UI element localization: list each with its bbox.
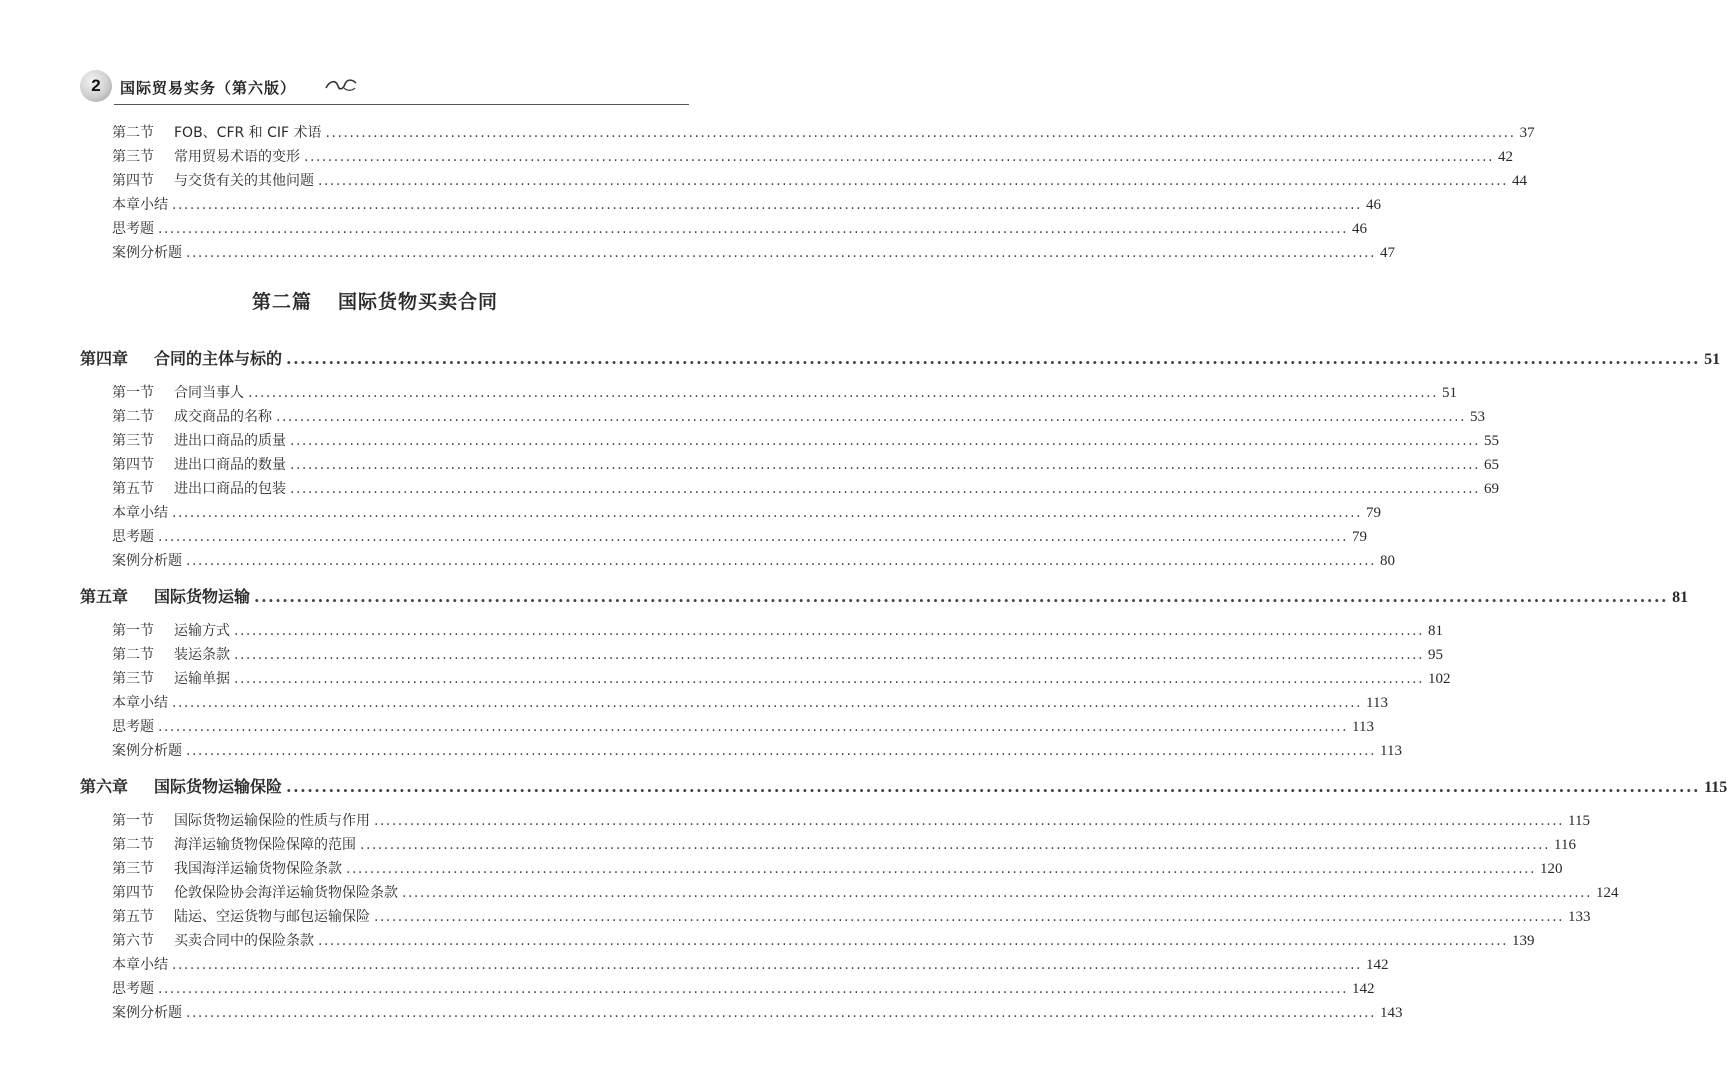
toc-entry[interactable] bbox=[112, 954, 1389, 974]
leader-dots: ........................................................................................................................................................................................................ bbox=[290, 433, 1481, 449]
page-ref: 55 bbox=[1484, 433, 1500, 449]
leader-dots: ........................................................................................................................................................................................................ bbox=[158, 981, 1349, 997]
section-number: 第二节 bbox=[112, 837, 154, 853]
section-title: 陆运、空运货物与邮包运输保险 bbox=[174, 909, 370, 925]
section-title: 进出口商品的数量 bbox=[174, 457, 286, 473]
leader-dots: ........................................................................................................................................................................................................ bbox=[186, 743, 1377, 759]
section-number: 第四节 bbox=[112, 173, 154, 189]
section-title: 与交货有关的其他问题 bbox=[174, 173, 314, 189]
page-ref: 46 bbox=[1366, 197, 1382, 213]
section-title: 海洋运输货物保险保障的范围 bbox=[174, 837, 356, 853]
book-title: 国际贸易实务（第六版） bbox=[120, 79, 297, 97]
toc-entry[interactable] bbox=[112, 454, 1500, 474]
section-number: 第三节 bbox=[112, 861, 154, 877]
toc-entry[interactable] bbox=[112, 242, 1396, 262]
section-number: 第五节 bbox=[112, 909, 154, 925]
toc-entry[interactable] bbox=[112, 930, 1535, 950]
chapter-number: 第六章 bbox=[80, 777, 129, 796]
section-title: 本章小结 bbox=[112, 695, 168, 711]
toc-entry[interactable] bbox=[112, 170, 1528, 190]
page-ref: 81 bbox=[1428, 623, 1444, 639]
leader-dots: ........................................................................................................................................................................................................ bbox=[374, 813, 1565, 829]
section-title: 买卖合同中的保险条款 bbox=[174, 933, 314, 949]
section-title: 案例分析题 bbox=[112, 245, 182, 261]
section-title: 伦敦保险协会海洋运输货物保险条款 bbox=[174, 885, 398, 901]
toc-entry[interactable] bbox=[112, 430, 1500, 450]
toc-entry[interactable] bbox=[112, 502, 1382, 522]
leader-dots: ........................................................................................................................................................................................................ bbox=[234, 623, 1425, 639]
section-title: 案例分析题 bbox=[112, 743, 182, 759]
page-ref: 65 bbox=[1484, 457, 1500, 473]
leader-dots: ........................................................................................................................................................................................................ bbox=[360, 837, 1551, 853]
toc-entry[interactable] bbox=[112, 478, 1500, 498]
toc-entry[interactable] bbox=[112, 122, 1535, 142]
section-title: 进出口商品的包装 bbox=[174, 481, 286, 497]
section-title: 本章小结 bbox=[112, 197, 168, 213]
leader-dots: ........................................................................................................................................................................................................ bbox=[172, 505, 1363, 521]
section-title: 运输单据 bbox=[174, 671, 230, 687]
toc-chapter[interactable] bbox=[80, 584, 1689, 607]
section-title: 运输方式 bbox=[174, 623, 230, 639]
toc-chapter[interactable] bbox=[80, 346, 1721, 369]
page-ref: 139 bbox=[1512, 933, 1535, 949]
part-number: 第二篇 bbox=[251, 291, 312, 313]
chapter-title: 合同的主体与标的 bbox=[154, 349, 283, 368]
page-ref: 142 bbox=[1352, 981, 1375, 997]
toc-entry[interactable] bbox=[112, 740, 1402, 760]
leader-dots: ........................................................................................................................................................................................................ bbox=[234, 671, 1425, 687]
section-title: 思考题 bbox=[112, 529, 154, 545]
running-header bbox=[80, 68, 680, 108]
page-ref: 115 bbox=[1568, 813, 1590, 829]
page-ref: 124 bbox=[1596, 885, 1619, 901]
page-ref: 116 bbox=[1554, 837, 1576, 853]
leader-dots: ........................................................................................................................................................................................................ bbox=[286, 349, 1701, 368]
page-ref: 51 bbox=[1442, 385, 1458, 401]
toc-entry[interactable] bbox=[112, 526, 1368, 546]
section-number: 第二节 bbox=[112, 125, 154, 141]
toc-entry[interactable] bbox=[112, 716, 1374, 736]
page-ref: 115 bbox=[1704, 779, 1727, 796]
leader-dots: ........................................................................................................................................................................................................ bbox=[158, 221, 1349, 237]
leader-dots: ........................................................................................................................................................................................................ bbox=[276, 409, 1467, 425]
toc-entry[interactable] bbox=[112, 194, 1382, 214]
toc-entry[interactable] bbox=[112, 644, 1444, 664]
leader-dots: ........................................................................................................................................................................................................ bbox=[286, 777, 1701, 796]
toc-chapter[interactable] bbox=[80, 774, 1727, 797]
chapter-title: 国际货物运输保险 bbox=[154, 777, 283, 796]
toc-entry[interactable] bbox=[112, 382, 1458, 402]
section-number: 第四节 bbox=[112, 457, 154, 473]
page-ref: 120 bbox=[1540, 861, 1563, 877]
page-ref: 142 bbox=[1366, 957, 1389, 973]
section-title: FOB、CFR 和 CIF 术语 bbox=[174, 125, 322, 141]
section-title: 进出口商品的质量 bbox=[174, 433, 286, 449]
leader-dots: ........................................................................................................................................................................................................ bbox=[172, 695, 1363, 711]
page-ref: 42 bbox=[1498, 149, 1514, 165]
chapter-title: 国际货物运输 bbox=[154, 587, 251, 606]
page-ref: 53 bbox=[1470, 409, 1486, 425]
leader-dots: ........................................................................................................................................................................................................ bbox=[318, 173, 1509, 189]
page-ref: 81 bbox=[1672, 589, 1689, 606]
section-number: 第三节 bbox=[112, 433, 154, 449]
leader-dots: ........................................................................................................................................................................................................ bbox=[186, 1005, 1377, 1021]
leader-dots: ........................................................................................................................................................................................................ bbox=[186, 553, 1377, 569]
section-number: 第六节 bbox=[112, 933, 154, 949]
page-ref: 113 bbox=[1366, 695, 1388, 711]
section-number: 第三节 bbox=[112, 149, 154, 165]
section-title: 本章小结 bbox=[112, 505, 168, 521]
section-number: 第一节 bbox=[112, 623, 154, 639]
leader-dots: ........................................................................................................................................................................................................ bbox=[325, 125, 1516, 141]
section-number: 第二节 bbox=[112, 409, 154, 425]
page-ref: 113 bbox=[1380, 743, 1402, 759]
toc-entry[interactable] bbox=[112, 218, 1368, 238]
chapter-number: 第四章 bbox=[80, 349, 129, 368]
section-number: 第一节 bbox=[112, 385, 154, 401]
toc-entry[interactable] bbox=[112, 810, 1590, 830]
leader-dots: ........................................................................................................................................................................................................ bbox=[248, 385, 1439, 401]
toc-entry[interactable] bbox=[112, 692, 1388, 712]
toc-entry[interactable] bbox=[112, 906, 1591, 926]
section-title: 本章小结 bbox=[112, 957, 168, 973]
page-ref: 80 bbox=[1380, 553, 1396, 569]
section-number: 第一节 bbox=[112, 813, 154, 829]
toc-entry[interactable] bbox=[112, 1002, 1403, 1022]
toc-entry[interactable] bbox=[112, 406, 1486, 426]
section-number: 第二节 bbox=[112, 647, 154, 663]
page-ref: 51 bbox=[1704, 351, 1721, 368]
part-title: 国际货物买卖合同 bbox=[338, 291, 499, 313]
leader-dots: ........................................................................................................................................................................................................ bbox=[186, 245, 1377, 261]
section-title: 常用贸易术语的变形 bbox=[174, 149, 300, 165]
page-number-badge: 2 bbox=[80, 70, 112, 102]
part-heading bbox=[0, 287, 750, 314]
leader-dots: ........................................................................................................................................................................................................ bbox=[374, 909, 1565, 925]
page-ref: 102 bbox=[1428, 671, 1451, 687]
toc-entry[interactable] bbox=[112, 882, 1619, 902]
leader-dots: ........................................................................................................................................................................................................ bbox=[234, 647, 1425, 663]
page-ref: 79 bbox=[1366, 505, 1382, 521]
leader-dots: ........................................................................................................................................................................................................ bbox=[346, 861, 1537, 877]
section-title: 思考题 bbox=[112, 221, 154, 237]
section-title: 成交商品的名称 bbox=[174, 409, 272, 425]
section-title: 合同当事人 bbox=[174, 385, 244, 401]
page-ref: 69 bbox=[1484, 481, 1500, 497]
leader-dots: ........................................................................................................................................................................................................ bbox=[290, 481, 1481, 497]
leader-dots: ........................................................................................................................................................................................................ bbox=[172, 197, 1363, 213]
section-title: 我国海洋运输货物保险条款 bbox=[174, 861, 342, 877]
section-title: 案例分析题 bbox=[112, 1005, 182, 1021]
page-ref: 133 bbox=[1568, 909, 1591, 925]
page-ref: 46 bbox=[1352, 221, 1368, 237]
leader-dots: ........................................................................................................................................................................................................ bbox=[304, 149, 1495, 165]
section-title: 装运条款 bbox=[174, 647, 230, 663]
toc-entry[interactable] bbox=[112, 550, 1396, 570]
toc-entry[interactable] bbox=[112, 834, 1576, 854]
section-title: 思考题 bbox=[112, 981, 154, 997]
section-title: 案例分析题 bbox=[112, 553, 182, 569]
flourish-ornament-icon bbox=[324, 76, 358, 94]
page-ref: 44 bbox=[1512, 173, 1528, 189]
leader-dots: ........................................................................................................................................................................................................ bbox=[158, 719, 1349, 735]
page-ref: 79 bbox=[1352, 529, 1368, 545]
leader-dots: ........................................................................................................................................................................................................ bbox=[402, 885, 1593, 901]
toc-entry[interactable] bbox=[112, 620, 1444, 640]
leader-dots: ........................................................................................................................................................................................................ bbox=[318, 933, 1509, 949]
page-ref: 95 bbox=[1428, 647, 1444, 663]
toc-entry[interactable] bbox=[112, 978, 1375, 998]
leader-dots: ........................................................................................................................................................................................................ bbox=[254, 587, 1669, 606]
toc-entry[interactable] bbox=[112, 858, 1563, 878]
section-title: 国际货物运输保险的性质与作用 bbox=[174, 813, 370, 829]
toc-entry[interactable] bbox=[112, 668, 1451, 688]
section-number: 第三节 bbox=[112, 671, 154, 687]
page-ref: 143 bbox=[1380, 1005, 1403, 1021]
page-ref: 37 bbox=[1519, 125, 1535, 141]
section-number: 第五节 bbox=[112, 481, 154, 497]
header-rule bbox=[114, 104, 689, 105]
section-title: 思考题 bbox=[112, 719, 154, 735]
chapter-number: 第五章 bbox=[80, 587, 129, 606]
leader-dots: ........................................................................................................................................................................................................ bbox=[172, 957, 1363, 973]
leader-dots: ........................................................................................................................................................................................................ bbox=[158, 529, 1349, 545]
page-ref: 47 bbox=[1380, 245, 1396, 261]
page-ref: 113 bbox=[1352, 719, 1374, 735]
leader-dots: ........................................................................................................................................................................................................ bbox=[290, 457, 1481, 473]
toc-entry[interactable] bbox=[112, 146, 1514, 166]
section-number: 第四节 bbox=[112, 885, 154, 901]
